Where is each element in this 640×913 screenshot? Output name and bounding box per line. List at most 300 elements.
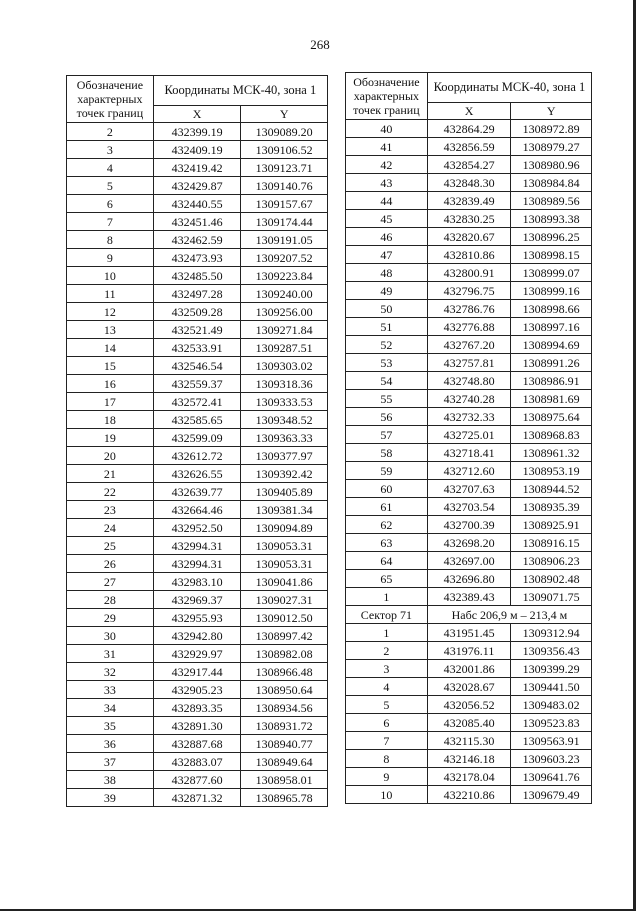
x-coordinate-cell: 432830.25 — [427, 210, 511, 228]
table-row — [346, 354, 592, 372]
x-coordinate-cell: 432533.91 — [153, 339, 241, 357]
y-coordinate-cell: 1309271.84 — [241, 321, 328, 339]
point-number-cell: 26 — [67, 555, 154, 573]
x-coordinate-cell: 432712.60 — [427, 462, 511, 480]
x-coordinate-cell: 432917.44 — [153, 663, 241, 681]
table-row — [67, 267, 328, 285]
table-row — [346, 750, 592, 768]
table-row — [346, 732, 592, 750]
table-row — [67, 555, 328, 573]
x-coordinate-cell: 432698.20 — [427, 534, 511, 552]
table-row — [67, 789, 328, 807]
point-number-cell: 2 — [346, 642, 428, 660]
y-coordinate-cell: 1308998.66 — [511, 300, 592, 318]
table-row — [346, 714, 592, 732]
y-coordinate-cell: 1308994.69 — [511, 336, 592, 354]
point-number-cell: 42 — [346, 156, 428, 174]
table-row — [346, 444, 592, 462]
table-row — [67, 483, 328, 501]
table-row — [67, 609, 328, 627]
table-row — [346, 372, 592, 390]
x-coordinate-cell: 432146.18 — [427, 750, 511, 768]
table-row — [346, 570, 592, 588]
x-coordinate-cell: 432473.93 — [153, 249, 241, 267]
y-coordinate-cell: 1309256.00 — [241, 303, 328, 321]
x-coordinate-cell: 432786.76 — [427, 300, 511, 318]
y-coordinate-cell: 1308979.27 — [511, 138, 592, 156]
table-row — [67, 735, 328, 753]
point-number-cell: 7 — [67, 213, 154, 231]
x-coordinate-cell: 432497.28 — [153, 285, 241, 303]
point-number-cell: 6 — [346, 714, 428, 732]
table-row — [67, 771, 328, 789]
y-coordinate-cell: 1308950.64 — [241, 681, 328, 699]
x-coordinate-cell: 432820.67 — [427, 228, 511, 246]
y-coordinate-cell: 1308934.56 — [241, 699, 328, 717]
x-coordinate-cell: 432115.30 — [427, 732, 511, 750]
table-row — [346, 480, 592, 498]
point-number-cell: 20 — [67, 447, 154, 465]
point-number-cell: 53 — [346, 354, 428, 372]
y-coordinate-cell: 1308916.15 — [511, 534, 592, 552]
point-number-cell: 17 — [67, 393, 154, 411]
y-coordinate-cell: 1309106.52 — [241, 141, 328, 159]
x-coordinate-cell: 432697.00 — [427, 552, 511, 570]
y-coordinate-cell: 1308972.89 — [511, 120, 592, 138]
point-number-cell: 46 — [346, 228, 428, 246]
coordinates-table-right — [345, 72, 592, 804]
table-row — [67, 645, 328, 663]
y-coordinate-cell: 1308968.83 — [511, 426, 592, 444]
point-number-cell: 38 — [67, 771, 154, 789]
point-number-cell: 33 — [67, 681, 154, 699]
point-number-cell: 31 — [67, 645, 154, 663]
y-coordinate-cell: 1308997.16 — [511, 318, 592, 336]
table-row — [346, 228, 592, 246]
y-coordinate-cell: 1309174.44 — [241, 213, 328, 231]
y-coordinate-cell: 1309523.83 — [511, 714, 592, 732]
point-number-cell: 39 — [67, 789, 154, 807]
x-coordinate-cell: 432748.80 — [427, 372, 511, 390]
y-coordinate-cell: 1309123.71 — [241, 159, 328, 177]
table-row — [67, 573, 328, 591]
y-coordinate-cell: 1309053.31 — [241, 537, 328, 555]
table-row — [67, 753, 328, 771]
x-coordinate-cell: 432703.54 — [427, 498, 511, 516]
table-row — [67, 519, 328, 537]
x-header: X — [153, 105, 241, 122]
y-coordinate-cell: 1308984.84 — [511, 174, 592, 192]
table-row — [346, 768, 592, 786]
table-row — [346, 624, 592, 642]
x-coordinate-cell: 432399.19 — [153, 123, 241, 141]
table-row — [67, 231, 328, 249]
x-coordinate-cell: 432521.49 — [153, 321, 241, 339]
x-coordinate-cell: 432056.52 — [427, 696, 511, 714]
y-coordinate-cell: 1309641.76 — [511, 768, 592, 786]
point-number-cell: 32 — [67, 663, 154, 681]
point-number-cell: 11 — [67, 285, 154, 303]
point-number-cell: 2 — [67, 123, 154, 141]
y-coordinate-cell: 1308944.52 — [511, 480, 592, 498]
y-coordinate-cell: 1309071.75 — [511, 588, 592, 606]
table-row — [346, 696, 592, 714]
table-row — [67, 177, 328, 195]
y-coordinate-cell: 1308925.91 — [511, 516, 592, 534]
y-coordinate-cell: 1308953.19 — [511, 462, 592, 480]
point-number-cell: 9 — [67, 249, 154, 267]
y-coordinate-cell: 1309303.02 — [241, 357, 328, 375]
y-coordinate-cell: 1308991.26 — [511, 354, 592, 372]
x-coordinate-cell: 432796.75 — [427, 282, 511, 300]
y-coordinate-cell: 1308986.91 — [511, 372, 592, 390]
table-row — [346, 336, 592, 354]
table-row — [346, 642, 592, 660]
table-row — [67, 141, 328, 159]
table-row — [67, 717, 328, 735]
x-coordinate-cell: 432740.28 — [427, 390, 511, 408]
table-row — [346, 426, 592, 444]
x-coordinate-cell: 432178.04 — [427, 768, 511, 786]
point-number-cell: 64 — [346, 552, 428, 570]
point-number-cell: 62 — [346, 516, 428, 534]
x-coordinate-cell: 432839.49 — [427, 192, 511, 210]
table-row — [67, 339, 328, 357]
table-row — [346, 498, 592, 516]
x-coordinate-cell: 432700.39 — [427, 516, 511, 534]
designation-header: Обозначение характерных точек границ — [346, 73, 428, 120]
y-coordinate-cell: 1309679.49 — [511, 786, 592, 804]
x-coordinate-cell: 432626.55 — [153, 465, 241, 483]
table-row — [67, 249, 328, 267]
y-coordinate-cell: 1309312.94 — [511, 624, 592, 642]
x-coordinate-cell: 432696.80 — [427, 570, 511, 588]
point-number-cell: 19 — [67, 429, 154, 447]
point-number-cell: 6 — [67, 195, 154, 213]
x-coordinate-cell: 432389.43 — [427, 588, 511, 606]
point-number-cell: 44 — [346, 192, 428, 210]
point-number-cell: 49 — [346, 282, 428, 300]
sector-row-group — [346, 606, 592, 624]
y-header: Y — [241, 105, 328, 122]
point-number-cell: 7 — [346, 732, 428, 750]
point-number-cell: 14 — [67, 339, 154, 357]
x-coordinate-cell: 432983.10 — [153, 573, 241, 591]
y-coordinate-cell: 1309381.34 — [241, 501, 328, 519]
table-row — [346, 174, 592, 192]
table-row — [67, 537, 328, 555]
x-coordinate-cell: 432419.42 — [153, 159, 241, 177]
point-number-cell: 13 — [67, 321, 154, 339]
table-row — [67, 663, 328, 681]
x-coordinate-cell: 432952.50 — [153, 519, 241, 537]
x-coordinate-cell: 432572.41 — [153, 393, 241, 411]
table-row — [67, 195, 328, 213]
table-row — [346, 246, 592, 264]
table-body-right-a — [346, 120, 592, 606]
point-number-cell: 15 — [67, 357, 154, 375]
point-number-cell: 4 — [346, 678, 428, 696]
y-coordinate-cell: 1309287.51 — [241, 339, 328, 357]
point-number-cell: 58 — [346, 444, 428, 462]
x-coordinate-cell: 432718.41 — [427, 444, 511, 462]
table-row — [346, 156, 592, 174]
y-coordinate-cell: 1308975.64 — [511, 408, 592, 426]
point-number-cell: 61 — [346, 498, 428, 516]
y-coordinate-cell: 1309333.53 — [241, 393, 328, 411]
x-coordinate-cell: 432994.31 — [153, 537, 241, 555]
table-body-left — [67, 123, 328, 807]
point-number-cell: 60 — [346, 480, 428, 498]
y-coordinate-cell: 1309377.97 — [241, 447, 328, 465]
table-row — [67, 681, 328, 699]
x-coordinate-cell: 432451.46 — [153, 213, 241, 231]
y-coordinate-cell: 1309405.89 — [241, 483, 328, 501]
y-coordinate-cell: 1308902.48 — [511, 570, 592, 588]
y-coordinate-cell: 1308940.77 — [241, 735, 328, 753]
y-coordinate-cell: 1308949.64 — [241, 753, 328, 771]
point-number-cell: 8 — [346, 750, 428, 768]
table-row — [67, 465, 328, 483]
point-number-cell: 37 — [67, 753, 154, 771]
point-number-cell: 40 — [346, 120, 428, 138]
point-number-cell: 22 — [67, 483, 154, 501]
x-coordinate-cell: 432776.88 — [427, 318, 511, 336]
table-row — [67, 213, 328, 231]
y-coordinate-cell: 1308961.32 — [511, 444, 592, 462]
x-coordinate-cell: 432664.46 — [153, 501, 241, 519]
x-coordinate-cell: 432210.86 — [427, 786, 511, 804]
x-coordinate-cell: 432612.72 — [153, 447, 241, 465]
point-number-cell: 25 — [67, 537, 154, 555]
point-number-cell: 10 — [346, 786, 428, 804]
point-number-cell: 28 — [67, 591, 154, 609]
table-row — [67, 411, 328, 429]
table-row — [346, 138, 592, 156]
y-coordinate-cell: 1309483.02 — [511, 696, 592, 714]
point-number-cell: 34 — [67, 699, 154, 717]
y-coordinate-cell: 1309027.31 — [241, 591, 328, 609]
y-coordinate-cell: 1309012.50 — [241, 609, 328, 627]
x-coordinate-cell: 432546.54 — [153, 357, 241, 375]
table-row — [346, 210, 592, 228]
table-row — [67, 501, 328, 519]
x-coordinate-cell: 432893.35 — [153, 699, 241, 717]
x-header: X — [427, 102, 511, 119]
point-number-cell: 23 — [67, 501, 154, 519]
table-row — [67, 447, 328, 465]
point-number-cell: 36 — [67, 735, 154, 753]
point-number-cell: 9 — [346, 768, 428, 786]
y-coordinate-cell: 1309563.91 — [511, 732, 592, 750]
y-coordinate-cell: 1309603.23 — [511, 750, 592, 768]
point-number-cell: 43 — [346, 174, 428, 192]
point-number-cell: 21 — [67, 465, 154, 483]
y-coordinate-cell: 1308965.78 — [241, 789, 328, 807]
y-coordinate-cell: 1309363.33 — [241, 429, 328, 447]
sector-row — [346, 606, 592, 624]
table-row — [346, 786, 592, 804]
point-number-cell: 50 — [346, 300, 428, 318]
y-coordinate-cell: 1308980.96 — [511, 156, 592, 174]
y-coordinate-cell: 1308931.72 — [241, 717, 328, 735]
y-coordinate-cell: 1309207.52 — [241, 249, 328, 267]
x-coordinate-cell: 432085.40 — [427, 714, 511, 732]
x-coordinate-cell: 432871.32 — [153, 789, 241, 807]
x-coordinate-cell: 432848.30 — [427, 174, 511, 192]
table-row — [67, 321, 328, 339]
table-row — [346, 678, 592, 696]
table-row — [67, 627, 328, 645]
point-number-cell: 51 — [346, 318, 428, 336]
y-coordinate-cell: 1309157.67 — [241, 195, 328, 213]
point-number-cell: 35 — [67, 717, 154, 735]
page-number: 268 — [310, 37, 330, 52]
point-number-cell: 5 — [346, 696, 428, 714]
point-number-cell: 65 — [346, 570, 428, 588]
point-number-cell: 47 — [346, 246, 428, 264]
table-row — [346, 408, 592, 426]
sector-height-range: Набс 206,9 м – 213,4 м — [427, 606, 591, 624]
x-coordinate-cell: 432877.60 — [153, 771, 241, 789]
point-number-cell: 57 — [346, 426, 428, 444]
x-coordinate-cell: 432462.59 — [153, 231, 241, 249]
point-number-cell: 3 — [67, 141, 154, 159]
point-number-cell: 30 — [67, 627, 154, 645]
table-row — [346, 390, 592, 408]
x-coordinate-cell: 432599.09 — [153, 429, 241, 447]
y-coordinate-cell: 1308998.15 — [511, 246, 592, 264]
point-number-cell: 18 — [67, 411, 154, 429]
y-coordinate-cell: 1309348.52 — [241, 411, 328, 429]
table-row — [346, 318, 592, 336]
y-coordinate-cell: 1308958.01 — [241, 771, 328, 789]
x-coordinate-cell: 432509.28 — [153, 303, 241, 321]
y-coordinate-cell: 1309356.43 — [511, 642, 592, 660]
table-row — [67, 285, 328, 303]
x-coordinate-cell: 432864.29 — [427, 120, 511, 138]
x-coordinate-cell: 432707.63 — [427, 480, 511, 498]
table-row — [67, 123, 328, 141]
table-row — [67, 699, 328, 717]
point-number-cell: 48 — [346, 264, 428, 282]
designation-header: Обозначение характерных точек границ — [67, 76, 154, 123]
y-coordinate-cell: 1308906.23 — [511, 552, 592, 570]
y-coordinate-cell: 1309140.76 — [241, 177, 328, 195]
x-coordinate-cell: 431951.45 — [427, 624, 511, 642]
table-row — [346, 264, 592, 282]
x-coordinate-cell: 432757.81 — [427, 354, 511, 372]
table-row — [346, 516, 592, 534]
table-body-right-b — [346, 624, 592, 804]
y-coordinate-cell: 1308981.69 — [511, 390, 592, 408]
table-row — [67, 159, 328, 177]
point-number-cell: 8 — [67, 231, 154, 249]
point-number-cell: 4 — [67, 159, 154, 177]
x-coordinate-cell: 432409.19 — [153, 141, 241, 159]
table-row — [346, 660, 592, 678]
table-row — [67, 375, 328, 393]
y-coordinate-cell: 1309399.29 — [511, 660, 592, 678]
table-row — [346, 282, 592, 300]
y-coordinate-cell: 1309441.50 — [511, 678, 592, 696]
point-number-cell: 54 — [346, 372, 428, 390]
coords-title-header: Координаты МСК-40, зона 1 — [153, 76, 327, 106]
table-row — [67, 393, 328, 411]
x-coordinate-cell: 432887.68 — [153, 735, 241, 753]
table-row — [67, 429, 328, 447]
x-coordinate-cell: 432891.30 — [153, 717, 241, 735]
y-coordinate-cell: 1308997.42 — [241, 627, 328, 645]
x-coordinate-cell: 432810.86 — [427, 246, 511, 264]
point-number-cell: 12 — [67, 303, 154, 321]
table-row — [346, 462, 592, 480]
point-number-cell: 24 — [67, 519, 154, 537]
x-coordinate-cell: 432955.93 — [153, 609, 241, 627]
y-coordinate-cell: 1309041.86 — [241, 573, 328, 591]
table-row — [346, 552, 592, 570]
x-coordinate-cell: 432767.20 — [427, 336, 511, 354]
point-number-cell: 45 — [346, 210, 428, 228]
table-row — [67, 357, 328, 375]
x-coordinate-cell: 432883.07 — [153, 753, 241, 771]
y-coordinate-cell: 1309191.05 — [241, 231, 328, 249]
x-coordinate-cell: 432732.33 — [427, 408, 511, 426]
x-coordinate-cell: 432585.65 — [153, 411, 241, 429]
x-coordinate-cell: 432559.37 — [153, 375, 241, 393]
x-coordinate-cell: 432639.77 — [153, 483, 241, 501]
point-number-cell: 1 — [346, 588, 428, 606]
point-number-cell: 10 — [67, 267, 154, 285]
x-coordinate-cell: 432929.97 — [153, 645, 241, 663]
y-coordinate-cell: 1309089.20 — [241, 123, 328, 141]
y-coordinate-cell: 1309318.36 — [241, 375, 328, 393]
x-coordinate-cell: 432725.01 — [427, 426, 511, 444]
table-row — [346, 534, 592, 552]
x-coordinate-cell: 432028.67 — [427, 678, 511, 696]
point-number-cell: 52 — [346, 336, 428, 354]
table-row — [346, 588, 592, 606]
point-number-cell: 55 — [346, 390, 428, 408]
x-coordinate-cell: 432429.87 — [153, 177, 241, 195]
table-row — [346, 192, 592, 210]
point-number-cell: 56 — [346, 408, 428, 426]
x-coordinate-cell: 432800.91 — [427, 264, 511, 282]
y-coordinate-cell: 1309094.89 — [241, 519, 328, 537]
x-coordinate-cell: 432001.86 — [427, 660, 511, 678]
point-number-cell: 27 — [67, 573, 154, 591]
coordinates-table-left — [66, 75, 328, 807]
point-number-cell: 16 — [67, 375, 154, 393]
y-coordinate-cell: 1309223.84 — [241, 267, 328, 285]
x-coordinate-cell: 432856.59 — [427, 138, 511, 156]
x-coordinate-cell: 432485.50 — [153, 267, 241, 285]
point-number-cell: 63 — [346, 534, 428, 552]
y-coordinate-cell: 1309053.31 — [241, 555, 328, 573]
y-header: Y — [511, 102, 592, 119]
y-coordinate-cell: 1308989.56 — [511, 192, 592, 210]
point-number-cell: 41 — [346, 138, 428, 156]
table-row — [67, 303, 328, 321]
table-row — [346, 120, 592, 138]
table-row — [67, 591, 328, 609]
y-coordinate-cell: 1308999.07 — [511, 264, 592, 282]
x-coordinate-cell: 431976.11 — [427, 642, 511, 660]
point-number-cell: 5 — [67, 177, 154, 195]
x-coordinate-cell: 432942.80 — [153, 627, 241, 645]
x-coordinate-cell: 432854.27 — [427, 156, 511, 174]
y-coordinate-cell: 1308996.25 — [511, 228, 592, 246]
